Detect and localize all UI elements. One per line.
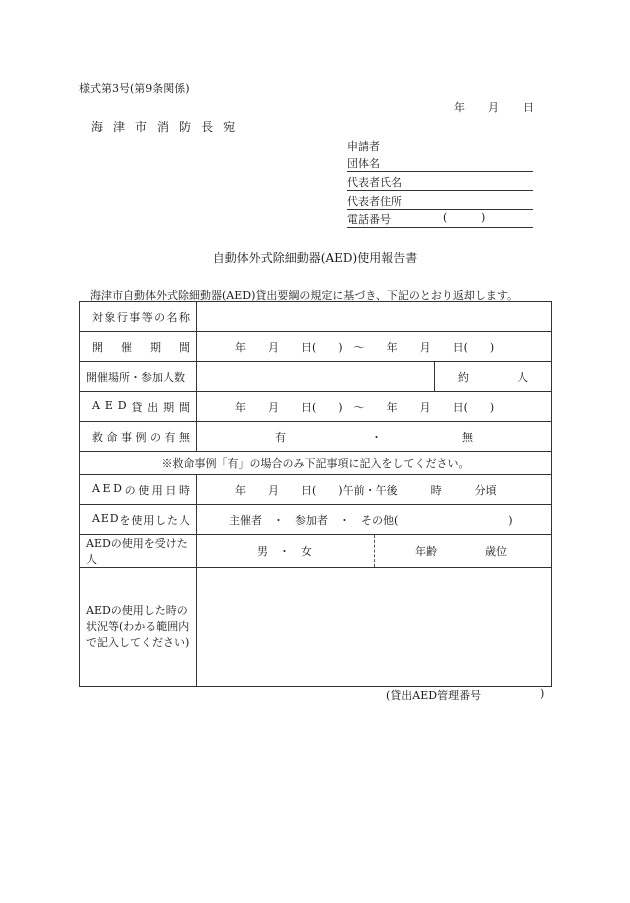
table-row bbox=[80, 392, 552, 422]
addressee-char: 宛 bbox=[223, 120, 236, 134]
situation-label: AEDの使用した時の状況等(わかる範囲内で記入してください) bbox=[80, 568, 197, 687]
gender-options[interactable]: 男 ・ 女 bbox=[257, 545, 312, 558]
org-name-label: 団体名 bbox=[347, 157, 380, 170]
table-row bbox=[80, 505, 552, 535]
age-label: 年齢 bbox=[415, 545, 437, 558]
addressee-char: 津 bbox=[113, 120, 126, 134]
rescue-no-option[interactable]: 無 bbox=[462, 430, 473, 444]
applicant-heading: 申請者 bbox=[347, 140, 380, 153]
event-name-input[interactable] bbox=[197, 302, 552, 332]
table-row bbox=[80, 475, 552, 505]
table-row bbox=[80, 302, 552, 332]
report-table bbox=[79, 301, 552, 687]
mgmt-number-label: (貸出AED管理番号 bbox=[386, 689, 482, 702]
used-by-input[interactable]: 主催者 ・ 参加者 ・ その他( ) bbox=[197, 505, 552, 535]
date-year: 年 bbox=[454, 101, 465, 114]
org-name-field[interactable] bbox=[347, 155, 533, 172]
phone-paren-open: ( bbox=[443, 211, 448, 224]
use-datetime-input[interactable]: 年 月 日( )午前・午後 時 分頃 bbox=[197, 475, 552, 505]
addressee-char: 市 bbox=[135, 120, 148, 134]
rep-address-label: 代表者住所 bbox=[347, 195, 402, 208]
age-suffix: 歳位 bbox=[485, 545, 507, 558]
table-row bbox=[80, 535, 552, 568]
use-datetime-label: A E D の 使 用 日 時 bbox=[80, 475, 197, 505]
place-label: 開催場所・参加人数 bbox=[80, 362, 197, 392]
received-cell bbox=[197, 535, 552, 568]
rep-name-label: 代表者氏名 bbox=[347, 176, 402, 189]
date-month: 月 bbox=[488, 101, 499, 114]
rescue-choice bbox=[197, 422, 552, 452]
place-participants-cell bbox=[197, 362, 552, 392]
rescue-label: 救 命 事 例 の 有 無 bbox=[80, 422, 197, 452]
phone-field[interactable] bbox=[347, 211, 533, 228]
table-row bbox=[80, 362, 552, 392]
rescue-yes-option[interactable]: 有 bbox=[275, 430, 286, 444]
rescue-dot: ・ bbox=[371, 430, 382, 444]
situation-input[interactable] bbox=[197, 568, 552, 687]
participants-suffix: 人 bbox=[517, 370, 528, 384]
addressee bbox=[91, 118, 235, 135]
rep-address-field[interactable] bbox=[347, 193, 533, 210]
event-name-label: 対 象 行 事 等 の 名 称 bbox=[80, 302, 197, 332]
date-day: 日 bbox=[523, 101, 534, 114]
document-title: 自動体外式除細動器(AED)使用報告書 bbox=[212, 251, 418, 265]
place-input[interactable] bbox=[197, 362, 434, 391]
rep-name-field[interactable] bbox=[347, 174, 533, 191]
period-input[interactable]: 年 月 日( ) ～ 年 月 日( ) bbox=[197, 332, 552, 362]
addressee-char: 消 bbox=[157, 120, 170, 134]
dashed-divider bbox=[374, 535, 375, 567]
received-label: AEDの使用を受けた人 bbox=[80, 535, 197, 568]
addressee-char: 長 bbox=[201, 120, 214, 134]
intro-text: 海津市自動体外式除細動器(AED)貸出要綱の規定に基づき、下記のとおり返却します。 bbox=[90, 289, 519, 302]
aed-period-label: A E D 貸 出 期 間 bbox=[80, 392, 197, 422]
table-row bbox=[80, 452, 552, 475]
table-row bbox=[80, 422, 552, 452]
used-by-label: A E D を 使 用 し た 人 bbox=[80, 505, 197, 535]
table-row bbox=[80, 332, 552, 362]
mgmt-number-close: ) bbox=[540, 687, 545, 700]
period-label: 開 催 期 間 bbox=[80, 332, 197, 362]
rescue-note: ※救命事例「有」の場合のみ下記事項に記入をしてください。 bbox=[80, 452, 552, 475]
phone-paren-close: ) bbox=[481, 211, 486, 224]
participants-prefix: 約 bbox=[458, 370, 469, 384]
table-row bbox=[80, 568, 552, 687]
aed-period-input[interactable]: 年 月 日( ) ～ 年 月 日( ) bbox=[197, 392, 552, 422]
addressee-char: 防 bbox=[179, 120, 192, 134]
form-number: 様式第3号(第9条関係) bbox=[79, 82, 190, 95]
addressee-char: 海 bbox=[91, 120, 104, 134]
phone-label: 電話番号 bbox=[347, 213, 391, 226]
